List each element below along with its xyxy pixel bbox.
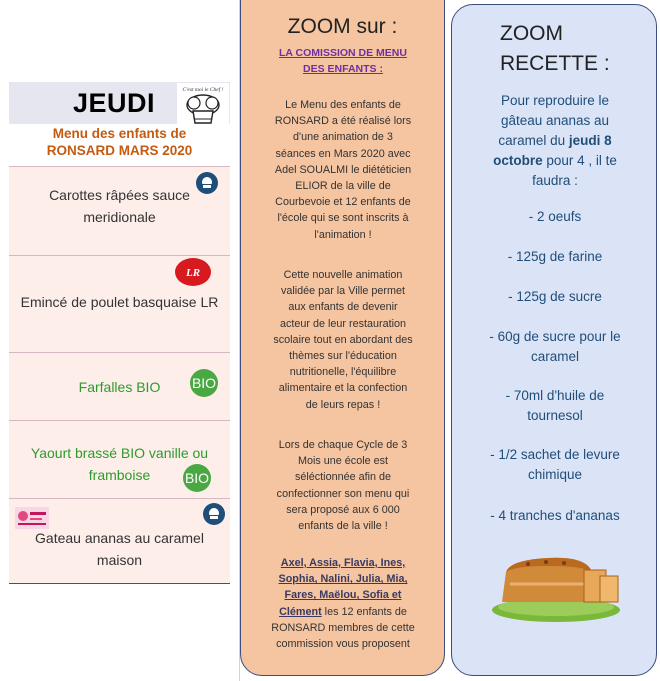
dish-line: Yaourt brassé BIO vanille ou bbox=[30, 445, 209, 461]
bio-icon: BIO bbox=[183, 464, 211, 492]
zoom-subtitle-line2: DES ENFANTS : bbox=[303, 63, 383, 75]
recipe-title-line2: RECETTE : bbox=[500, 52, 610, 75]
dish-row bbox=[9, 255, 230, 352]
day-title: JEUDI bbox=[73, 88, 156, 118]
text-line: tournesol bbox=[527, 408, 583, 423]
label-rouge-icon bbox=[174, 257, 212, 287]
chef-toque-icon bbox=[203, 503, 225, 525]
text-line bbox=[462, 151, 648, 171]
text-line: scolaire tout en abordant des bbox=[273, 333, 413, 346]
text-line bbox=[253, 604, 433, 620]
children-names-line: Fares, Maëlou, Sofia et bbox=[284, 589, 402, 602]
ingredient-item bbox=[462, 386, 648, 426]
text-line bbox=[462, 131, 648, 151]
text-line: de leurs repas ! bbox=[305, 398, 381, 411]
dish-row bbox=[9, 352, 230, 420]
menu-title-line2: RONSARD MARS 2020 bbox=[46, 143, 193, 158]
zoom-subtitle-line1: LA COMISSION DE MENU bbox=[279, 47, 407, 59]
recipe-month: octobre bbox=[493, 153, 543, 168]
text-line: acteur de leur restauration bbox=[279, 317, 407, 330]
dish-label bbox=[13, 527, 226, 571]
menu-title bbox=[9, 125, 230, 159]
text-line: Adel SOUALMI le diététicien bbox=[274, 163, 412, 176]
zoom-paragraph-2 bbox=[253, 267, 433, 413]
menu-header bbox=[9, 82, 230, 166]
zoom-commission-panel bbox=[240, 0, 445, 676]
recipe-title-line1: ZOOM bbox=[500, 22, 563, 45]
dish-label: Farfalles BIO bbox=[78, 379, 161, 395]
pink-logo-icon bbox=[15, 507, 49, 529]
cake-illustration bbox=[488, 544, 628, 626]
text-line: Mois une école est bbox=[297, 455, 389, 468]
children-names-line: Sophia, Nalini, Julia, Mia, bbox=[278, 573, 408, 586]
zoom-subtitle bbox=[255, 45, 431, 77]
children-names-line: Clément bbox=[279, 605, 322, 618]
text-line: - 60g de sucre pour le bbox=[489, 329, 621, 344]
text-line: ELIOR de la ville de bbox=[295, 180, 391, 193]
ingredient-item: - 125g de farine bbox=[507, 249, 603, 264]
text-line: - 70ml d'huile de bbox=[505, 388, 605, 403]
zoom-paragraph-4 bbox=[253, 555, 433, 652]
svg-text:C'est moi le Chef !: C'est moi le Chef ! bbox=[182, 87, 224, 93]
text-line: thèmes sur l'éducation bbox=[289, 350, 397, 363]
ingredient-item bbox=[462, 327, 648, 367]
ingredient-item bbox=[462, 445, 648, 485]
svg-text:LR: LR bbox=[185, 267, 201, 279]
text-line: enfants de la ville ! bbox=[298, 520, 388, 533]
dish-line: maison bbox=[96, 552, 143, 568]
menu-card bbox=[9, 82, 230, 584]
text-line: sera proposé aux 6 000 bbox=[286, 503, 400, 516]
menu-title-line1: Menu des enfants de bbox=[52, 126, 187, 141]
text-line: RONSARD membres de cette bbox=[271, 621, 415, 634]
dish-label bbox=[13, 184, 226, 228]
text-line: d'une animation de 3 bbox=[293, 131, 393, 144]
dish-row bbox=[9, 498, 230, 584]
text-line: séances en Mars 2020 avec bbox=[275, 147, 411, 160]
dish-line: meridionale bbox=[83, 209, 156, 225]
text-line: RONSARD a été réalisé lors bbox=[274, 115, 412, 128]
text-line: Lors de chaque Cycle de 3 bbox=[278, 439, 408, 451]
dish-row bbox=[9, 420, 230, 498]
text-line: validée par la Ville permet bbox=[280, 285, 406, 298]
text-line: - 1/2 sachet de levure bbox=[490, 447, 620, 462]
text-line: commission vous proposent bbox=[276, 638, 410, 651]
zoom-paragraph-1 bbox=[253, 97, 433, 243]
zoom-title: ZOOM sur : bbox=[287, 15, 398, 38]
text-line: séléctionnée afin de bbox=[294, 471, 392, 484]
chef-hat-logo bbox=[177, 83, 229, 129]
text-line: caramel bbox=[530, 349, 579, 364]
text-line: Pour reproduire le bbox=[500, 93, 610, 108]
dish-label: Emincé de poulet basquaise LR bbox=[20, 294, 219, 310]
text-line: gâteau ananas au bbox=[500, 113, 610, 128]
text-line: chimique bbox=[527, 467, 583, 482]
recipe-title bbox=[500, 19, 610, 79]
ingredient-item: - 125g de sucre bbox=[508, 289, 602, 304]
text-line: l'école qui se sont inscrits à bbox=[277, 212, 409, 225]
chef-toque-icon bbox=[196, 172, 218, 194]
recipe-date: jeudi 8 bbox=[568, 133, 612, 148]
dish-line: framboise bbox=[88, 467, 151, 483]
dish-line: Carottes râpées sauce bbox=[49, 187, 190, 203]
text-line: l'animation ! bbox=[314, 228, 372, 241]
text-line: Cette nouvelle animation bbox=[283, 269, 403, 281]
text-fragment: les 12 enfants de bbox=[321, 605, 407, 618]
ingredient-item: - 2 oeufs bbox=[528, 209, 582, 224]
zoom-paragraph-3 bbox=[253, 437, 433, 534]
text-fragment: caramel du bbox=[498, 133, 569, 148]
text-line: confectionner son menu qui bbox=[276, 487, 410, 500]
dish-line: Gateau ananas au caramel bbox=[35, 530, 204, 546]
recipe-intro bbox=[462, 91, 648, 191]
children-names-line: Axel, Assia, Flavia, Ines, bbox=[280, 557, 406, 569]
text-line: Le Menu des enfants de bbox=[285, 99, 401, 111]
bio-icon: BIO bbox=[190, 369, 218, 397]
text-fragment: pour 4 , il te bbox=[542, 153, 617, 168]
ingredient-item: - 4 tranches d'ananas bbox=[490, 508, 620, 523]
dish-row bbox=[9, 166, 230, 255]
text-line: nutritionelle, l'équilibre bbox=[289, 366, 397, 379]
text-line: alimentaire et la confection bbox=[278, 382, 408, 395]
text-line: Courbevoie et 12 enfants de bbox=[275, 196, 411, 209]
text-line: faudra : bbox=[532, 173, 578, 188]
text-line: aux enfants de devenir bbox=[288, 301, 398, 314]
